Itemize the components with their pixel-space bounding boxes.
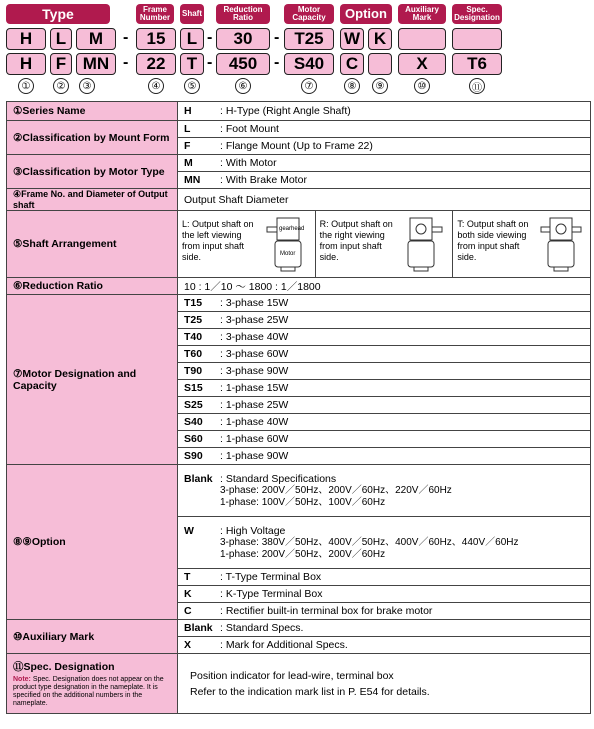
marker-4: ④: [148, 78, 164, 94]
shaft-r-diagram-icon: [402, 215, 444, 273]
note-head: Note:: [13, 676, 31, 683]
code-frame: 22: [136, 53, 176, 75]
desc: : 3-phase 40W: [220, 331, 289, 343]
desc: : Flange Mount (Up to Frame 22): [220, 140, 373, 152]
desc: : Mark for Additional Specs.: [220, 639, 348, 651]
code-series: H: [6, 53, 46, 75]
spec-table: [6, 101, 591, 714]
header-shaft: Shaft: [180, 4, 204, 24]
code: S25: [184, 399, 203, 411]
marker-5: ⑤: [184, 78, 200, 94]
shaft-l-cell: [178, 211, 316, 277]
gearhead-label: gearhead: [278, 226, 305, 232]
label-spec-cell: [7, 654, 178, 714]
label-ratio: ⑥Reduction Ratio: [7, 278, 178, 295]
code: T40: [184, 331, 203, 343]
code: S60: [184, 433, 203, 445]
dash: -: [274, 29, 280, 46]
motor-label: Motor: [279, 251, 296, 257]
code-shaft: L: [180, 28, 204, 50]
header-spec-designation: Spec. Designation: [452, 4, 502, 24]
marker-7: ⑦: [301, 78, 317, 94]
shaft-r-cell: [316, 211, 454, 277]
desc: : Standard Specifications: [220, 472, 337, 485]
header-motor-capacity: Motor Capacity: [284, 4, 334, 24]
label-mount: ②Classification by Mount Form: [7, 121, 178, 155]
code: L: [184, 123, 191, 135]
code: Blank: [184, 622, 213, 634]
dash: -: [207, 29, 213, 46]
code-frame: 15: [136, 28, 176, 50]
marker-8: ⑧: [344, 78, 360, 94]
ratio-desc: 10 : 1／10 〜 1800 : 1／1800: [178, 278, 591, 295]
code: F: [184, 140, 191, 152]
frame-desc: Output Shaft Diameter: [178, 189, 591, 211]
marker-9: ⑨: [372, 78, 388, 94]
shaft-t-diagram-icon: [540, 215, 582, 273]
note-text: Spec. Designation does not appear on the product type designation in the nameplate. It is specified on the additional numbers in the nameplate.: [13, 676, 164, 707]
code-option-1: W: [340, 28, 364, 50]
code-aux: [398, 28, 446, 50]
desc: : 1-phase 25W: [220, 399, 289, 411]
spec-note: [13, 676, 171, 708]
code-motor: S40: [284, 53, 334, 75]
code: C: [184, 605, 192, 617]
desc: : H-Type (Right Angle Shaft): [220, 105, 351, 117]
spec-line-2: Refer to the indication mark list in P. E54 for details.: [190, 685, 430, 698]
label-shaft: ⑤Shaft Arrangement: [7, 211, 178, 278]
code-motor-type: MN: [76, 53, 116, 75]
dash: -: [207, 54, 213, 71]
label-spec: ⑪Spec. Designation: [13, 661, 115, 673]
code: K: [184, 588, 192, 600]
code-option-2: [368, 53, 392, 75]
desc: : 3-phase 25W: [220, 314, 289, 326]
desc: : With Motor: [220, 157, 277, 169]
code: T15: [184, 297, 203, 309]
code-option-2: K: [368, 28, 392, 50]
desc: : T-Type Terminal Box: [220, 571, 322, 583]
desc: : 1-phase 40W: [220, 416, 289, 428]
label-motor: ⑦Motor Designation and Capacity: [7, 295, 178, 465]
desc: : 1-phase 15W: [220, 382, 289, 394]
shaft-arrangement: [178, 211, 590, 277]
code: MN: [184, 174, 201, 186]
code-mount: L: [50, 28, 72, 50]
code-aux: X: [398, 53, 446, 75]
shaft-r-text: R: Output shaft on the right viewing from input shaft side.: [319, 219, 393, 262]
code: T60: [184, 348, 203, 360]
desc: : Foot Mount: [220, 123, 279, 135]
code-motor: T25: [284, 28, 334, 50]
header-reduction-ratio: Reduction Ratio: [216, 4, 270, 24]
code-ratio: 450: [216, 53, 270, 75]
marker-2: ②: [53, 78, 69, 94]
code-spec: T6: [452, 53, 502, 75]
shaft-t-text: T: Output shaft on both side viewing from input shaft side.: [457, 219, 529, 262]
desc: : Rectifier built-in terminal box for brake motor: [220, 605, 433, 617]
desc: : 3-phase 60W: [220, 348, 289, 360]
label-option: ⑧⑨Option: [7, 465, 178, 620]
code-ratio: 30: [216, 28, 270, 50]
option-blank-1phase: 1-phase: 100V／50Hz、100V／60Hz: [220, 496, 386, 508]
desc: : High Voltage: [220, 524, 286, 537]
header-frame-number: Frame Number: [136, 4, 174, 24]
desc: : Standard Specs.: [220, 622, 304, 634]
dash: -: [123, 29, 129, 46]
header-option: Option: [340, 4, 392, 24]
label-aux: ⑩Auxiliary Mark: [7, 620, 178, 654]
option-w-1phase: 1-phase: 200V／50Hz、200V／60Hz: [220, 548, 386, 560]
desc: : 1-phase 90W: [220, 450, 289, 462]
code: T: [184, 571, 191, 583]
shaft-l-diagram-icon: [265, 215, 307, 273]
marker-3: ③: [79, 78, 95, 94]
code-spec: [452, 28, 502, 50]
marker-6: ⑥: [235, 78, 251, 94]
header-auxiliary-mark: Auxiliary Mark: [398, 4, 446, 24]
code: Blank: [184, 472, 213, 485]
label-motor-type: ③Classification by Motor Type: [7, 155, 178, 189]
marker-1: ①: [18, 78, 34, 94]
desc: : With Brake Motor: [220, 174, 307, 186]
code-series: H: [6, 28, 46, 50]
dash: -: [123, 54, 129, 71]
spec-line-1: Position indicator for lead-wire, terminal box: [190, 669, 394, 682]
code: T90: [184, 365, 203, 377]
code: S40: [184, 416, 203, 428]
desc: : 3-phase 90W: [220, 365, 289, 377]
code: H: [184, 105, 192, 117]
code-motor-type: M: [76, 28, 116, 50]
code-option-1: C: [340, 53, 364, 75]
shaft-t-cell: [453, 211, 590, 277]
code: X: [184, 639, 192, 651]
code: W: [184, 524, 194, 537]
option-blank-3phase: 3-phase: 200V／50Hz、200V／60Hz、220V／60Hz: [220, 484, 452, 496]
code: S90: [184, 450, 203, 462]
dash: -: [274, 54, 280, 71]
code-shaft: T: [180, 53, 204, 75]
code: S15: [184, 382, 203, 394]
code: M: [184, 157, 193, 169]
label-series-name: ①Series Name: [7, 102, 178, 121]
marker-11: ⑪: [469, 78, 485, 94]
desc: : K-Type Terminal Box: [220, 588, 323, 600]
shaft-l-text: L: Output shaft on the left viewing from input shaft side.: [182, 219, 254, 262]
label-frame: ④Frame No. and Diameter of Output shaft: [7, 189, 178, 211]
desc: : 1-phase 60W: [220, 433, 289, 445]
code: T25: [184, 314, 203, 326]
option-w-3phase: 3-phase: 380V／50Hz、400V／50Hz、400V／60Hz、440V／60Hz: [220, 536, 519, 548]
desc: : 3-phase 15W: [220, 297, 289, 309]
code-mount: F: [50, 53, 72, 75]
header-type: Type: [6, 4, 110, 24]
marker-10: ⑩: [414, 78, 430, 94]
